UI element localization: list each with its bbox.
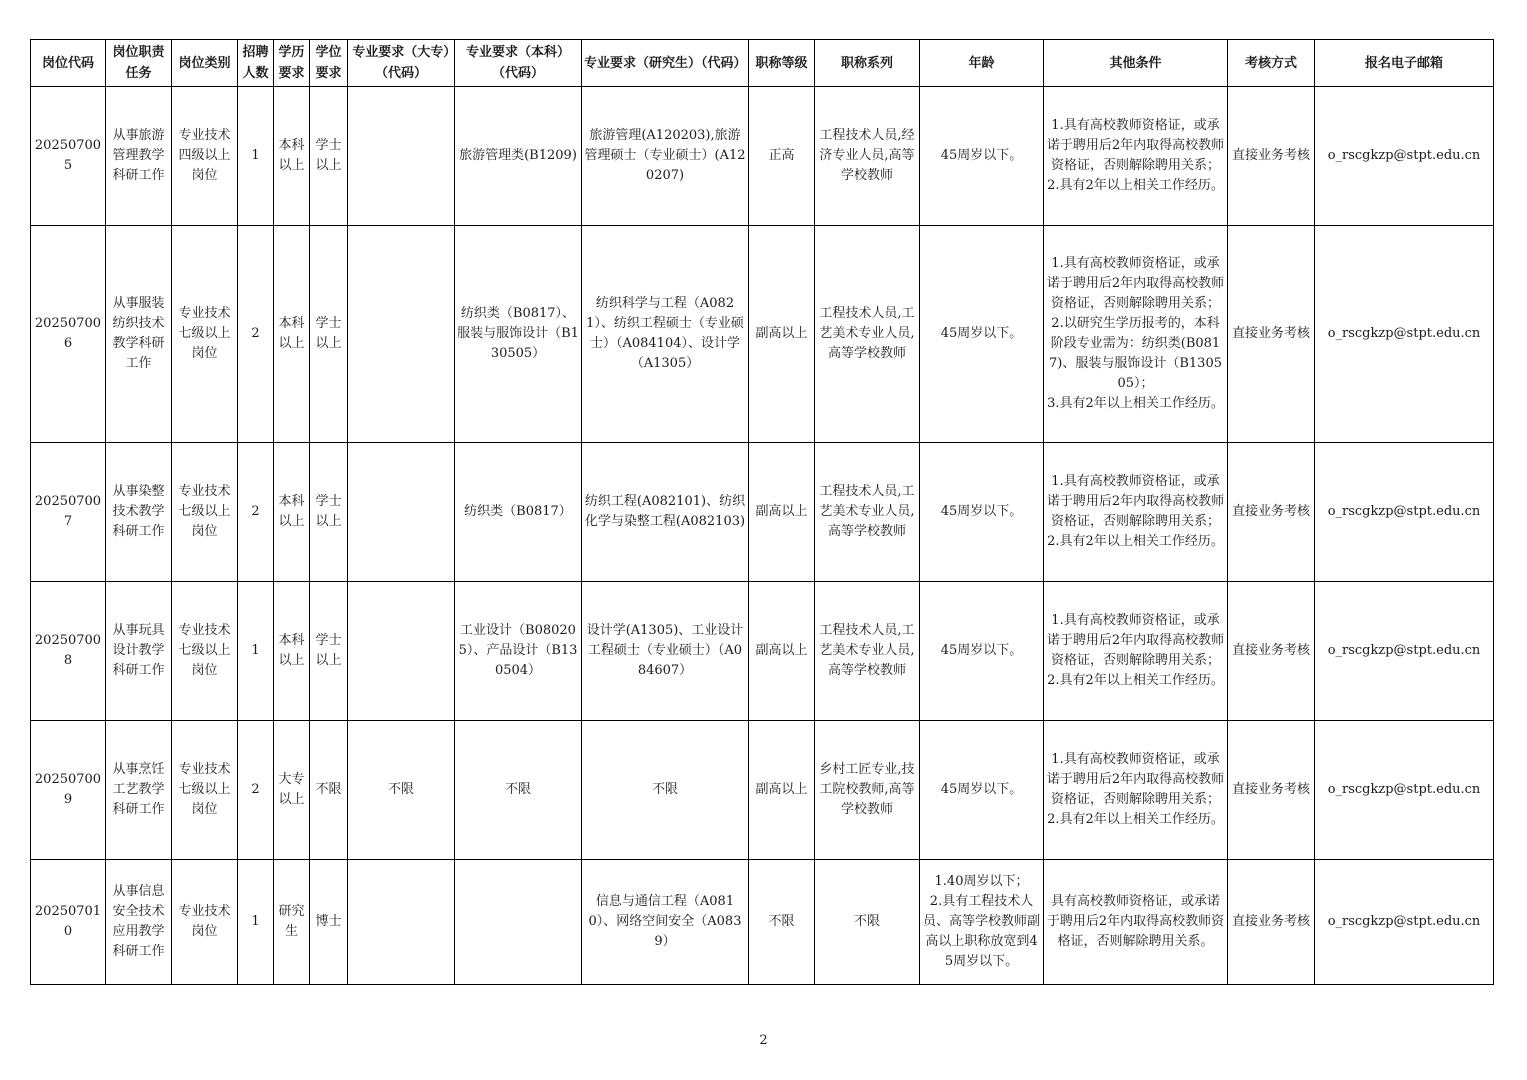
title-series: 工程技术人员,工艺美术专业人员,高等学校教师	[815, 582, 920, 721]
education: 本科以上	[274, 226, 310, 443]
header-email: 报名电子邮箱	[1315, 40, 1494, 87]
header-other-conditions: 其他条件	[1044, 40, 1228, 87]
duties: 从事烹饪工艺教学科研工作	[106, 721, 172, 860]
title-level: 副高以上	[749, 582, 815, 721]
major-bachelor: 纺织类（B0817）	[455, 443, 582, 582]
category: 专业技术七级以上岗位	[172, 582, 238, 721]
age: 45周岁以下。	[920, 87, 1044, 226]
title-level: 副高以上	[749, 443, 815, 582]
major-graduate: 纺织科学与工程（A0821）、纺织工程硕士（专业硕士）（A084104）、设计学（A1305）	[582, 226, 749, 443]
position-code: 202507005	[31, 87, 106, 226]
table-row	[31, 721, 1494, 860]
duties: 从事染整技术教学科研工作	[106, 443, 172, 582]
degree: 不限	[310, 721, 348, 860]
degree: 博士	[310, 860, 348, 985]
age: 45周岁以下。	[920, 226, 1044, 443]
assessment: 直接业务考核	[1228, 721, 1315, 860]
major-bachelor: 不限	[455, 721, 582, 860]
header-title-series: 职称系列	[815, 40, 920, 87]
education: 研究生	[274, 860, 310, 985]
duties: 从事旅游管理教学科研工作	[106, 87, 172, 226]
category: 专业技术七级以上岗位	[172, 443, 238, 582]
table-row	[31, 443, 1494, 582]
major-graduate: 旅游管理(A120203),旅游管理硕士（专业硕士）(A120207)	[582, 87, 749, 226]
other-conditions: 1.具有高校教师资格证，或承诺于聘用后2年内取得高校教师资格证，否则解除聘用关系； 2.具有2年以上相关工作经历。	[1044, 443, 1228, 582]
email: o_rscgkzp@stpt.edu.cn	[1315, 443, 1494, 582]
recruitment-table	[30, 39, 1494, 985]
title-series: 工程技术人员,工艺美术专业人员,高等学校教师	[815, 443, 920, 582]
email: o_rscgkzp@stpt.edu.cn	[1315, 860, 1494, 985]
header-assessment: 考核方式	[1228, 40, 1315, 87]
major-bachelor: 旅游管理类(B1209)	[455, 87, 582, 226]
degree: 学士以上	[310, 582, 348, 721]
duties: 从事服装纺织技术教学科研工作	[106, 226, 172, 443]
email: o_rscgkzp@stpt.edu.cn	[1315, 226, 1494, 443]
headcount: 2	[238, 226, 274, 443]
category: 专业技术岗位	[172, 860, 238, 985]
major-bachelor	[455, 860, 582, 985]
degree: 学士以上	[310, 443, 348, 582]
title-level: 不限	[749, 860, 815, 985]
degree: 学士以上	[310, 226, 348, 443]
major-bachelor: 工业设计（B080205）、产品设计（B130504）	[455, 582, 582, 721]
age: 45周岁以下。	[920, 443, 1044, 582]
category: 专业技术七级以上岗位	[172, 721, 238, 860]
assessment: 直接业务考核	[1228, 226, 1315, 443]
table-row	[31, 860, 1494, 985]
position-code: 202507008	[31, 582, 106, 721]
table-row	[31, 87, 1494, 226]
headcount: 2	[238, 721, 274, 860]
title-level: 副高以上	[749, 226, 815, 443]
title-level: 正高	[749, 87, 815, 226]
other-conditions: 1.具有高校教师资格证，或承诺于聘用后2年内取得高校教师资格证，否则解除聘用关系； 2.具有2年以上相关工作经历。	[1044, 721, 1228, 860]
header-row	[31, 40, 1494, 87]
title-series: 乡村工匠专业,技工院校教师,高等学校教师	[815, 721, 920, 860]
position-code: 202507007	[31, 443, 106, 582]
header-position-code: 岗位代码	[31, 40, 106, 87]
title-series: 工程技术人员,工艺美术专业人员,高等学校教师	[815, 226, 920, 443]
email: o_rscgkzp@stpt.edu.cn	[1315, 87, 1494, 226]
other-conditions: 1.具有高校教师资格证，或承诺于聘用后2年内取得高校教师资格证，否则解除聘用关系； 2.具有2年以上相关工作经历。	[1044, 582, 1228, 721]
header-education: 学历要求	[274, 40, 310, 87]
header-major-graduate: 专业要求（研究生）（代码）	[582, 40, 749, 87]
table-row	[31, 582, 1494, 721]
assessment: 直接业务考核	[1228, 443, 1315, 582]
headcount: 1	[238, 860, 274, 985]
major-college	[348, 443, 455, 582]
age: 45周岁以下。	[920, 582, 1044, 721]
major-college	[348, 87, 455, 226]
major-bachelor: 纺织类（B0817）、服装与服饰设计（B130505）	[455, 226, 582, 443]
header-headcount: 招聘人数	[238, 40, 274, 87]
major-college	[348, 582, 455, 721]
title-series: 不限	[815, 860, 920, 985]
category: 专业技术七级以上岗位	[172, 226, 238, 443]
header-major-college: 专业要求（大专）（代码）	[348, 40, 455, 87]
email: o_rscgkzp@stpt.edu.cn	[1315, 582, 1494, 721]
header-title-level: 职称等级	[749, 40, 815, 87]
education: 本科以上	[274, 582, 310, 721]
major-graduate: 信息与通信工程（A0810）、网络空间安全（A0839）	[582, 860, 749, 985]
table-row	[31, 226, 1494, 443]
assessment: 直接业务考核	[1228, 582, 1315, 721]
major-graduate: 设计学(A1305)、工业设计工程硕士（专业硕士）（A084607）	[582, 582, 749, 721]
major-college	[348, 226, 455, 443]
header-age: 年龄	[920, 40, 1044, 87]
page-number: 2	[759, 1033, 768, 1048]
header-duties: 岗位职责任务	[106, 40, 172, 87]
age: 45周岁以下。	[920, 721, 1044, 860]
headcount: 2	[238, 443, 274, 582]
header-category: 岗位类别	[172, 40, 238, 87]
header-major-bachelor: 专业要求（本科）（代码）	[455, 40, 582, 87]
position-code: 202507010	[31, 860, 106, 985]
header-degree: 学位要求	[310, 40, 348, 87]
duties: 从事玩具设计教学科研工作	[106, 582, 172, 721]
degree: 学士以上	[310, 87, 348, 226]
other-conditions: 1.具有高校教师资格证，或承诺于聘用后2年内取得高校教师资格证，否则解除聘用关系； 2.具有2年以上相关工作经历。	[1044, 87, 1228, 226]
headcount: 1	[238, 582, 274, 721]
category: 专业技术四级以上岗位	[172, 87, 238, 226]
title-level: 副高以上	[749, 721, 815, 860]
title-series: 工程技术人员,经济专业人员,高等学校教师	[815, 87, 920, 226]
major-college	[348, 860, 455, 985]
education: 大专以上	[274, 721, 310, 860]
email: o_rscgkzp@stpt.edu.cn	[1315, 721, 1494, 860]
major-college: 不限	[348, 721, 455, 860]
major-graduate: 不限	[582, 721, 749, 860]
other-conditions: 1.具有高校教师资格证，或承诺于聘用后2年内取得高校教师资格证，否则解除聘用关系； 2.以研究生学历报考的，本科阶段专业需为：纺织类(B0817)、服装与服饰设计（B130505）； 3.具有2年以上相关工作经历。	[1044, 226, 1228, 443]
duties: 从事信息安全技术应用教学科研工作	[106, 860, 172, 985]
education: 本科以上	[274, 87, 310, 226]
position-code: 202507009	[31, 721, 106, 860]
other-conditions: 具有高校教师资格证，或承诺于聘用后2年内取得高校教师资格证，否则解除聘用关系。	[1044, 860, 1228, 985]
assessment: 直接业务考核	[1228, 860, 1315, 985]
age: 1.40周岁以下； 2.具有工程技术人员、高等学校教师副高以上职称放宽到45周岁以下。	[920, 860, 1044, 985]
education: 本科以上	[274, 443, 310, 582]
position-code: 202507006	[31, 226, 106, 443]
major-graduate: 纺织工程(A082101)、纺织化学与染整工程(A082103)	[582, 443, 749, 582]
assessment: 直接业务考核	[1228, 87, 1315, 226]
headcount: 1	[238, 87, 274, 226]
